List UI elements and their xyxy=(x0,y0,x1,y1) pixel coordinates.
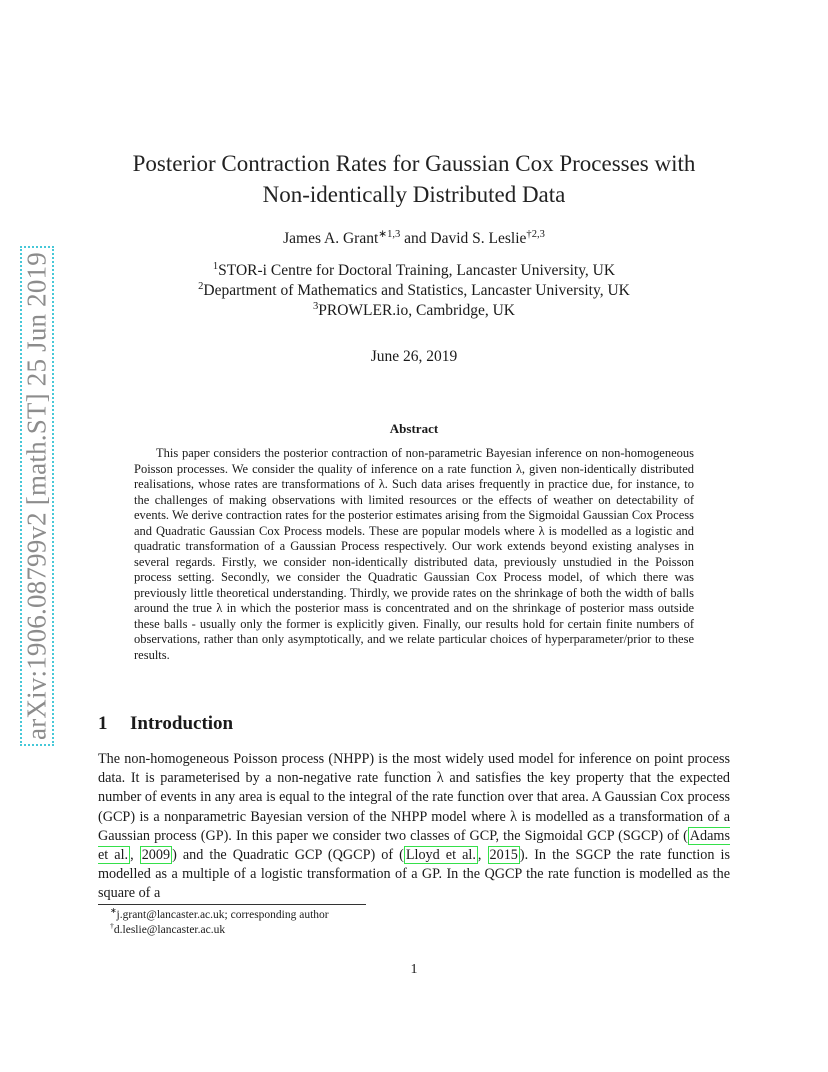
section-number: 1 xyxy=(98,713,108,734)
section-heading-introduction xyxy=(98,712,498,736)
intro-text-part-2: ) and the Quadratic GCP (QGCP) of ( xyxy=(172,847,404,864)
page-number: 1 xyxy=(410,962,418,977)
intro-text-part-3: ). In the SGCP the rate function is modelled as a multiple of a logistic transformation of a GP. In the QGCP the rate function is modelled as the square of a xyxy=(98,847,730,902)
affiliation-3-mark: 3 xyxy=(312,300,319,312)
citation-link-adams-year[interactable]: 2009 xyxy=(141,847,171,864)
citation-link-lloyd-year[interactable]: 2015 xyxy=(489,847,518,864)
author-list xyxy=(110,229,718,249)
affiliation-list xyxy=(110,261,718,321)
citation-separator-1: , xyxy=(130,847,140,864)
section-title: Introduction xyxy=(130,713,234,734)
author-2-name: David S. Leslie xyxy=(430,230,527,247)
affiliation-1 xyxy=(110,261,718,281)
footnote-1-mark: ∗ xyxy=(110,906,117,916)
title-line-2: Non-identically Distributed Data xyxy=(262,182,566,207)
footnote-2-mark: † xyxy=(110,921,114,931)
affiliation-1-mark: 1 xyxy=(212,260,219,272)
title-line-1: Posterior Contraction Rates for Gaussian Cox Processes with xyxy=(132,151,696,176)
affiliation-2-text: Department of Mathematics and Statistics, Lancaster University, UK xyxy=(203,282,630,299)
arxiv-identifier-text: arXiv:1906.08799v2 [math.ST] 25 Jun 2019 xyxy=(21,252,52,740)
affiliation-1-text: STOR-i Centre for Doctoral Training, Lancaster University, UK xyxy=(218,262,616,279)
introduction-paragraph xyxy=(98,750,730,904)
affiliation-2-mark: 2 xyxy=(198,280,204,292)
intro-text-part-1: The non-homogeneous Poisson process (NHPP) is the most widely used model for inference on point process data. It is parameterised by a non-negative rate function λ and satisfies the key property that the expected number of events in any area is equal to the integral of the rate function over that area. A Gaussian Cox process (GCP) is a nonparametric Bayesian version of the NHPP model where λ is modelled as a transformation of a Gaussian process (GP). In this paper we consider two classes of GCP, the Sigmoidal GCP (SGCP) of ( xyxy=(98,751,730,844)
publication-date: June 26, 2019 xyxy=(370,348,458,365)
abstract-heading: Abstract xyxy=(389,421,439,436)
footnote-1-text: j.grant@lancaster.ac.uk; corresponding author xyxy=(116,909,329,921)
footnote-divider xyxy=(98,904,366,905)
affiliation-3 xyxy=(110,301,718,321)
abstract-body: This paper considers the posterior contraction of non-parametric Bayesian inference on non-homogeneous Poisson processes. We consider the quality of inference on a rate function λ, given non-identically distributed realisations, whose rates are transformations of λ. Such data arises frequently in practice due, for instance, to the challenges of making observations with limited resources or the effects of weather on detectability of events. We derive contraction rates for the posterior estimates arising from the Sigmoidal Gaussian Cox Process and Quadratic Gaussian Cox Process models. These are popular models where λ is modelled as a logistic and quadratic transformation of a Gaussian Process respectively. Our work extends beyond existing analyses in several regards. Firstly, we consider non-identically distributed data, previously unstudied in the Poisson process setting. Secondly, we consider the Quadratic Gaussian Cox Process model, of which there was previously little theoretical understanding. Thirdly, we provide rates on the shrinkage of both the width of balls around the true λ in which the posterior mass is concentrated and on the shrinkage of posterior mass outside these balls - usually only the former is explicitly given. Finally, our results hold for certain finite numbers of observations, rather than only asymptotically, and we relate particular choices of hyperparameter/prior to these results. xyxy=(134,446,694,662)
citation-separator-2: , xyxy=(477,847,488,864)
footnote-2 xyxy=(110,923,610,938)
affiliation-3-text: PROWLER.io, Cambridge, UK xyxy=(318,302,515,319)
paper-title xyxy=(110,148,718,210)
author-1-marks: ∗1,3 xyxy=(378,228,401,240)
affiliation-2 xyxy=(110,281,718,301)
author-conjunction: and xyxy=(400,230,431,247)
citation-link-lloyd-author[interactable]: Lloyd et al. xyxy=(405,847,476,864)
author-1-name: James A. Grant xyxy=(283,230,379,247)
author-2-marks: †2,3 xyxy=(526,228,545,240)
footnote-2-text: d.leslie@lancaster.ac.uk xyxy=(113,924,226,936)
footnote-1 xyxy=(110,908,610,923)
arxiv-identifier-stamp[interactable] xyxy=(20,246,54,746)
footnote-list xyxy=(110,908,610,938)
citation-link-adams-author[interactable]: Adams et al. xyxy=(98,827,730,864)
